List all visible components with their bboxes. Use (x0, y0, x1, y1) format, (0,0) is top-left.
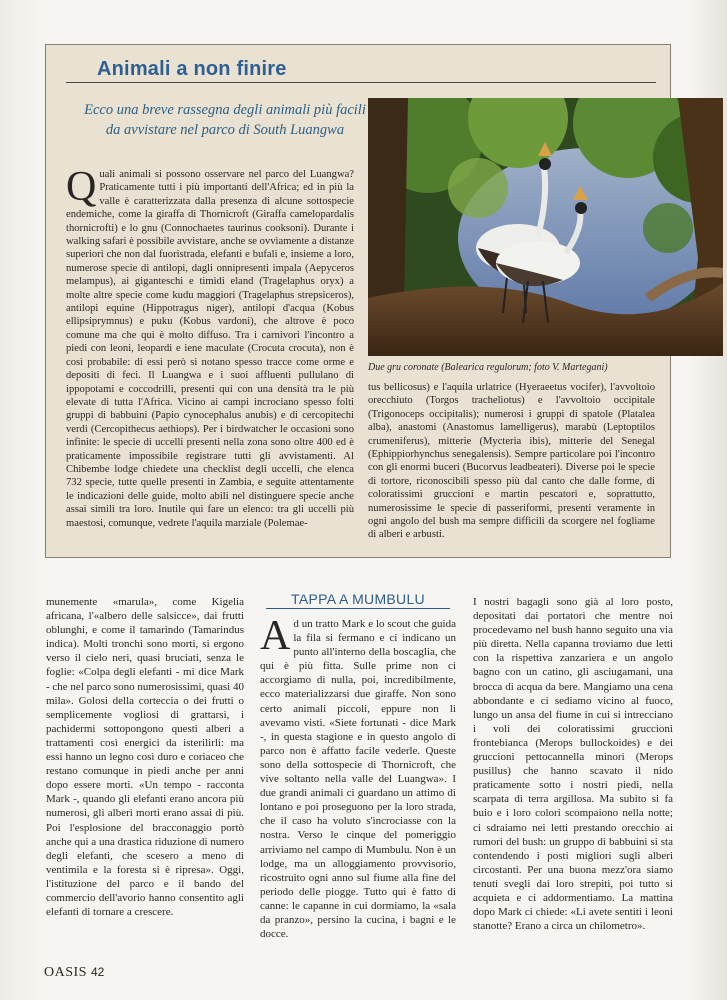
page-number: 42 (90, 965, 105, 979)
column-2-paragraph: d un tratto Mark e lo scout che guida la fila si fermano e ci indicano un punto all'interno della boscaglia, che qui è più fitta. Sulle prime non ci accorgiamo di nulla, poi, incredibilmente, ecco materializzarsi due giraffe. Non sono certo animali piccoli, eppure non li avevamo visti. «Siete fortunati - dice Mark -, in questa stagione e in questo angolo di parco non è affatto facile vederle. Queste sono della sottospecie di Thornicroft, che vive soltanto nella valle del Luangwa». I due grandi animali ci guardano un attimo di lontano e poi proseguono per la loro strada, che il caso ha voluto s'incrociasse con la nostra. Verso le cinque del pomeriggio arriviamo nel campo di Mumbulu. Non è un lodge, ma un alloggiamento provvisorio, ricostruito ogni anno sul fiume alla fine del periodo delle piogge. Tutto qui è fatto di canne: le capanne in cui dormiamo, la «sala da pranzo», persino la cucina, i bagni e le docce. (260, 618, 456, 941)
photo-illustration (368, 98, 723, 356)
sidebar-paragraph-left: uali animali si possono osservare nel parco del Luangwa? Praticamente tutti i più importanti dell'Africa; ed in più la valle è caratterizzata dalla presenza di alcune sottospecie endemiche, come la giraffa di Thornicroft (Giraffa camelopardalis thornicrofti) e lo gnu (Connochaetes taurinus cooksoni). Durante i walking safari è possibile avvistare, anche se ovviamente a distanze superiori che non dal fuoristrada, elefanti e bufali e, insieme a loro, numerose specie di antilopi, dagli onnipresenti impala (Aepyceros melampus), ai giganteschi e timidi eland (Tragelaphus oryx) a molte altre specie come kudu maggiori (Tragelaphus strepsiceros), antilopi equine (Hippotragus niger), antilopi d'acqua (Kobus ellipsiprymnus) e puku (Kobus vardoni), che altrove è poco comune ma che qui è molto diffuso. Tra i carnivori l'incontro a piedi con leoni, leopardi e iene maculate (Crocuta crocuta), non è così probabile: di essi però si notano spesso tracce come orme e depositi di feci. Il Luangwa e i suoi affluenti pullulano di ippopotami e coccodrilli, presenti qui con una densità tra le più elevate di tutta l'Africa. Vicino ai campi incrociano spesso folti gruppi di babbuini (Papio cynocephalus anubis) e di cercopitechi verdi (Cercopithecus aethiops). Per i birdwatcher le occasioni sono infinite: le specie di uccelli presenti nella zona sono oltre 400 ed è praticamente impossibile registrare tutti gli avvistamenti. Al Chibembe lodge chiedete una checklist degli uccelli, che elenca 732 specie, tutte quelle presenti in Zambia, e seguite attentamente le indicazioni delle guide, molto abili nel distinguere specie anche assai simili tra loro. Inutile qui fare un elenco: tra gli uccelli più maestosi, comunque, vedrete l'aquila marziale (Polemae- (66, 169, 354, 529)
page-footer (44, 964, 104, 981)
article-column-1 (46, 595, 244, 919)
column-1-paragraph: munemente «marula», come Kigelia africana, l'«albero delle salsicce», dai frutti oblunghi, e come il tamarindo (Tamarindus indica). Molti tronchi sono morti, si ergono verso il cielo neri, quasi bruciati, senza le foglie: «Colpa degli elefanti - mi dice Mark - che nel parco sono numerosissimi, quasi 40 mila». Golosi della corteccia o dei frutti o semplicemente vogliosi di grattarsi, i pachidermi sottopongono questi alberi a trattamenti così energici da isterilirli: ma essi hanno un legno così duro e coriaceo che restano comunque in piedi anche per anni dopo essere morti. «Un tempo - racconta Mark -, quando gli elefanti erano ancora più numerosi, gli alberi morti erano assai di più. Poi l'esplosione del bracconaggio portò anche qui a una drastica riduzione di numero degli elefanti, che scesero a meno di ventimila e la foresta si è ripresa». Oggi, l'istituzione del parco e il bando del commercio dell'avorio hanno consentito agli elefanti di tornare a crescere. (46, 596, 244, 919)
column-3-paragraph: I nostri bagagli sono già al loro posto, depositati dai portatori che mentre noi procedevamo nel bush hanno seguito una via più diretta. Nella capanna troviamo due letti con la rispettiva zanzariera e un angolo bagno con un catino, gli asciugamani, una brocca di acqua da bere. Mangiamo una cena abbondante e ci sediamo vicino al fuoco, lungo un ansa del fiume in cui si intrecciano i voli dei coloratissimi gruccioni frontebianca (Merops bullockoides) e dei gruccioni pettocannella minori (Merops pusillus) che hanno scavato il nido praticamente sotto i nostri piedi, nella scarpata di terra argillosa. Ma subito si fa buio e i loro colori scompaiono nella notte; ci sdraiamo nei letti prestando orecchio ai rumori del bush: un gruppo di babbuini si sta contendendo i posti migliori sugli alberi circostanti. Per una buona mezz'ora siamo tenuti svegli dai loro strepiti, poi tutto si acquieta e ci addormentiamo. La mattina dopo Mark ci chiede: «Li avete sentiti i leoni stanotte? Erano a circa un chilometro». (473, 596, 673, 933)
magazine-logo: OASIS (44, 965, 87, 980)
title-rule (66, 82, 656, 83)
article-column-2 (260, 595, 456, 941)
drop-cap-a: A (260, 613, 291, 659)
sidebar-paragraph-right: tus bellicosus) e l'aquila urlatrice (Hyeraeetus vocifer), l'avvoltoio orecchiuto (Torgos tracheliotus) e l'avvoltoio occipitale (Trigonoceps occipitalis); numerosi i gruppi di spatole (Platalea alba), anastomi (Anastomus lamelligerus), marabù (Leptoptilos crumeniferus), mitterie (Mycteria ibis), mitterie del Senegal (Ephippiorhynchus senegalensis). Sempre particolare poi l'incontro con gli enormi buceri (Bucorvus leadbeateri). Diverse poi le specie di tortore, riconoscibili spesso più dal canto che dalle forme, di coloratissimi gruccioni e martin pescatori e, soprattutto, numerosissime le specie di passeriformi, presenti veramente in ogni angolo del bush ma sempre difficili da scorgere nel fogliame di alberi e arbusti. (368, 382, 655, 541)
photo-caption: Due gru coronate (Balearica regulorum; foto V. Martegani) (368, 362, 608, 373)
box-subtitle: Ecco una breve rassegna degli animali più facili da avvistare nel parco di South Luangwa (84, 102, 366, 138)
section-title: TAPPA A MUMBULU (291, 591, 425, 607)
box-title: Animali a non finire (97, 58, 287, 80)
crowned-cranes-photo (368, 98, 723, 356)
drop-cap: Q (66, 164, 97, 210)
sidebar-text-left (66, 164, 354, 530)
sidebar-text-right (368, 381, 655, 542)
article-column-3 (473, 595, 673, 933)
